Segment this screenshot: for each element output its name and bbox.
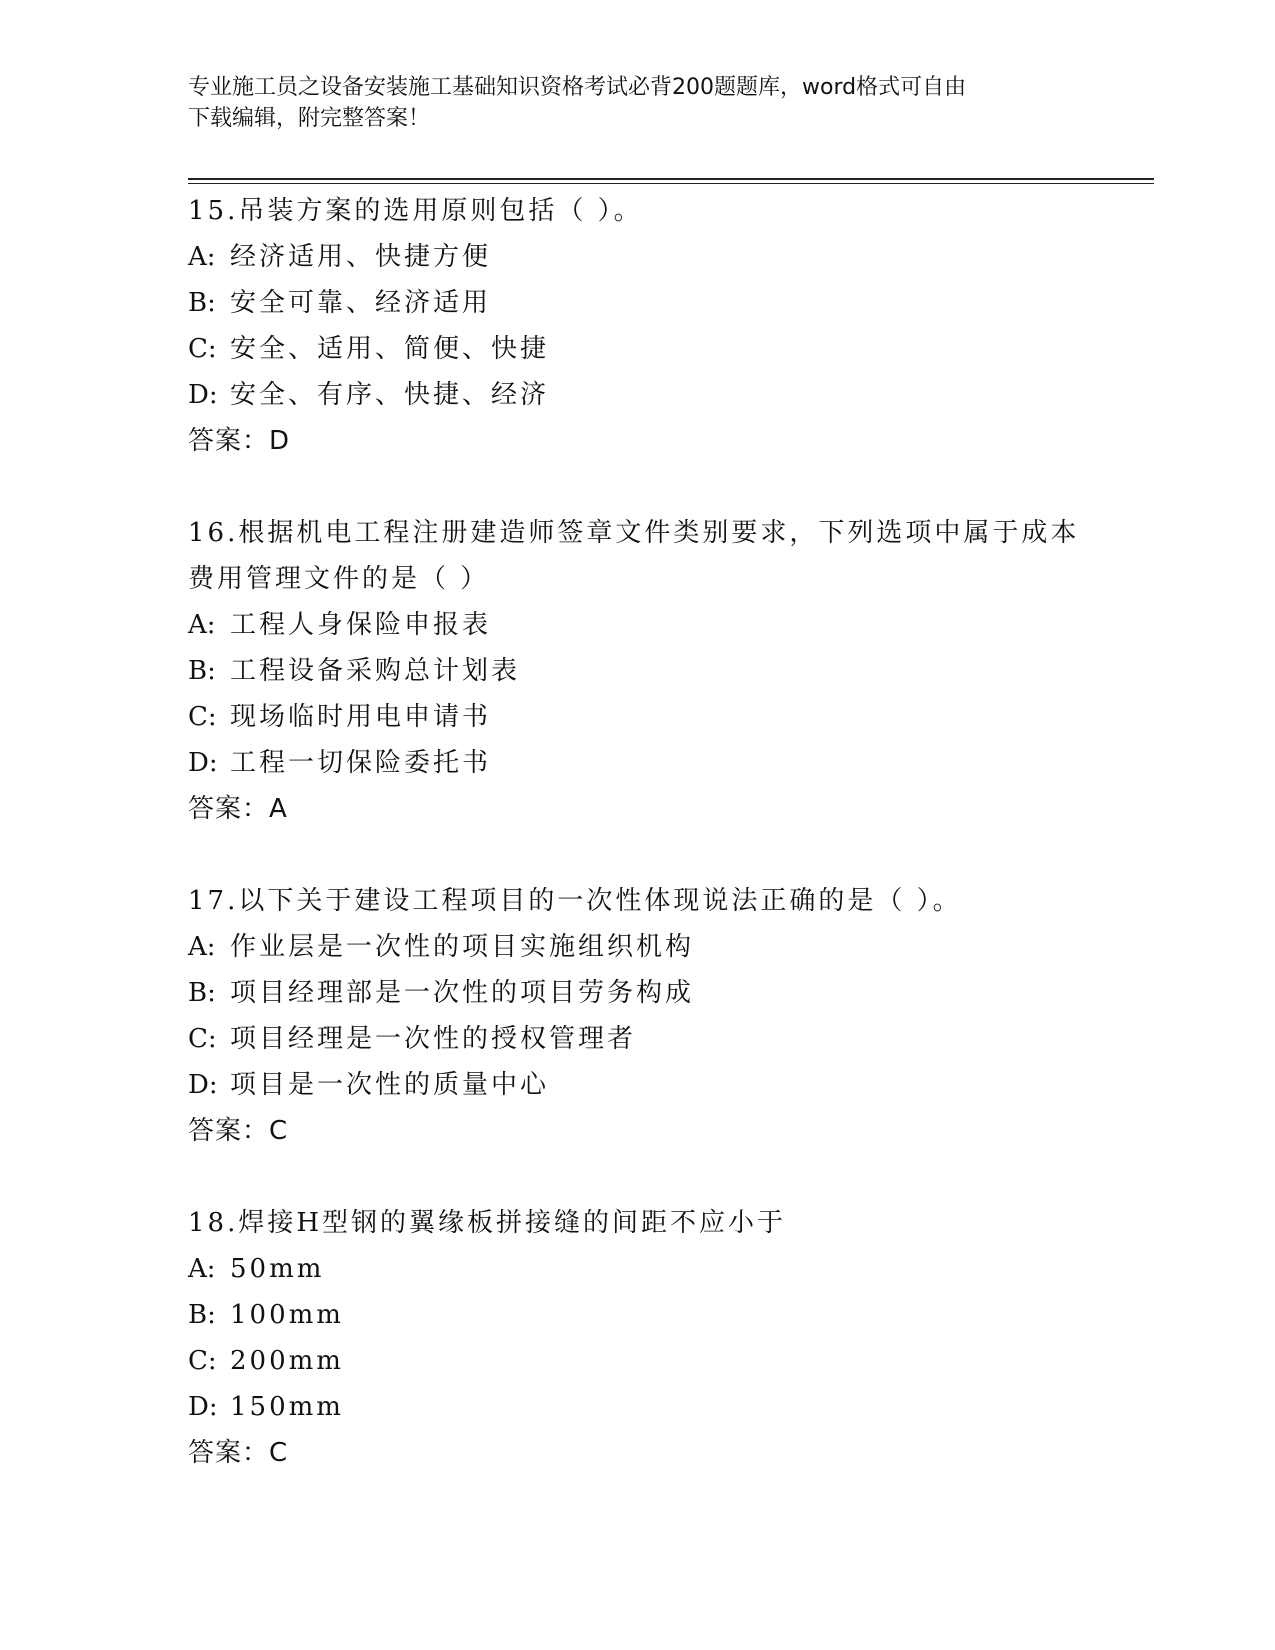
option-d xyxy=(188,1384,1088,1430)
option-text: 工程一切保险委托书 xyxy=(230,748,492,778)
option-c xyxy=(188,326,1088,372)
answer-line: 答案：A xyxy=(188,794,288,824)
option-label: A: xyxy=(188,1254,216,1284)
option-b xyxy=(188,280,1088,326)
question-stem: 17.以下关于建设工程项目的一次性体现说法正确的是（ ）。 xyxy=(188,886,962,916)
option-text: 安全、适用、简便、快捷 xyxy=(230,334,550,364)
option-label: B: xyxy=(188,1300,216,1330)
option-text: 50mm xyxy=(230,1254,325,1284)
option-label: C: xyxy=(188,334,217,364)
header-title-line2: 下载编辑，附完整答案！ xyxy=(188,106,431,131)
option-label: D: xyxy=(188,1392,218,1422)
option-text: 作业层是一次性的项目实施组织机构 xyxy=(230,932,695,962)
option-d xyxy=(188,1062,1088,1108)
option-text: 项目是一次性的质量中心 xyxy=(230,1070,550,1100)
option-c xyxy=(188,1016,1088,1062)
option-a xyxy=(188,234,1088,280)
option-label: D: xyxy=(188,748,218,778)
option-text: 现场临时用电申请书 xyxy=(230,702,492,732)
option-label: B: xyxy=(188,288,216,318)
option-text: 安全可靠、经济适用 xyxy=(230,288,492,318)
header-divider-thick xyxy=(188,178,1154,180)
document-header xyxy=(188,72,1088,134)
answer-line: 答案：D xyxy=(188,426,291,456)
option-text: 工程设备采购总计划表 xyxy=(230,656,521,686)
option-a xyxy=(188,924,1088,970)
question-15 xyxy=(188,188,1088,464)
question-17 xyxy=(188,878,1088,1154)
question-16 xyxy=(188,510,1088,832)
question-18 xyxy=(188,1200,1088,1476)
option-label: D: xyxy=(188,1070,218,1100)
option-text: 工程人身保险申报表 xyxy=(230,610,492,640)
option-b xyxy=(188,648,1088,694)
option-a xyxy=(188,1246,1088,1292)
option-label: A: xyxy=(188,242,216,272)
option-text: 项目经理是一次性的授权管理者 xyxy=(230,1024,637,1054)
option-text: 150mm xyxy=(230,1392,344,1422)
option-label: C: xyxy=(188,702,217,732)
answer-line: 答案：C xyxy=(188,1438,289,1468)
option-label: C: xyxy=(188,1024,217,1054)
question-stem: 16.根据机电工程注册建造师签章文件类别要求，下列选项中属于成本费用管理文件的是（ ） xyxy=(188,518,1080,594)
option-text: 100mm xyxy=(230,1300,344,1330)
option-label: A: xyxy=(188,932,216,962)
option-a xyxy=(188,602,1088,648)
option-c xyxy=(188,694,1088,740)
answer-line: 答案：C xyxy=(188,1116,289,1146)
question-stem: 18.焊接H型钢的翼缘板拼接缝的间距不应小于 xyxy=(188,1208,787,1238)
option-label: B: xyxy=(188,656,216,686)
option-label: D: xyxy=(188,380,218,410)
option-d xyxy=(188,740,1088,786)
header-divider-thin xyxy=(188,183,1154,184)
option-label: B: xyxy=(188,978,216,1008)
option-b xyxy=(188,1292,1088,1338)
option-text: 200mm xyxy=(230,1346,344,1376)
option-text: 安全、有序、快捷、经济 xyxy=(230,380,550,410)
option-c xyxy=(188,1338,1088,1384)
option-text: 经济适用、快捷方便 xyxy=(230,242,492,272)
option-label: C: xyxy=(188,1346,217,1376)
option-text: 项目经理部是一次性的项目劳务构成 xyxy=(230,978,695,1008)
header-title-line1: 专业施工员之设备安装施工基础知识资格考试必背200题题库，word格式可自由 xyxy=(188,75,967,100)
option-label: A: xyxy=(188,610,216,640)
option-b xyxy=(188,970,1088,1016)
option-d xyxy=(188,372,1088,418)
question-stem: 15.吊装方案的选用原则包括（ ）。 xyxy=(188,196,643,226)
question-list xyxy=(188,188,1088,1522)
